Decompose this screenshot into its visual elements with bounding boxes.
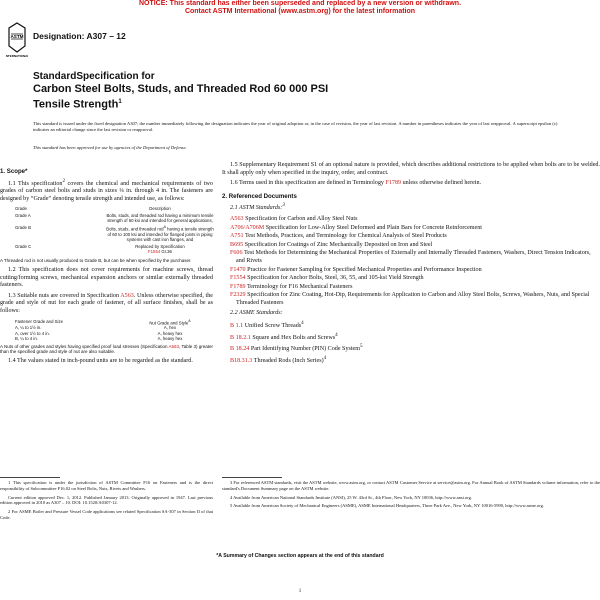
ref-link[interactable]: A751 [230, 233, 244, 240]
list-item: F2329 Specification for Zinc Coating, Hot-Dip, Requirements for Application to Carbon and Alloy Steel Bolts, Screws, Washers, Nuts, and Special Threaded Fasteners [230, 292, 590, 306]
page-number: 1 [298, 589, 302, 594]
link-a563[interactable]: A563 [120, 292, 134, 299]
astm-reference-list [222, 216, 600, 308]
table-row: Fastener Grade and Size Nut Grade and Style$^A$ [15, 318, 191, 326]
list-item: B 18.24 Part Identifying Number (PIN) Code System$^5$ [230, 343, 363, 353]
list-item: B 1.1 Unified Screw Threads$^4$ [230, 320, 304, 330]
title-line-2: Carbon Steel Bolts, Studs, and Threaded Rod 60 000 PSI [33, 83, 329, 95]
paragraph-1-2: 1.2 This specification does not cover requirements for machine screws, thread cutting/forming screws, mechanical expansion anchors or similar externally threaded fasteners. [0, 267, 213, 289]
description-header: Description [149, 206, 171, 212]
list-item: F1789 Terminology for F16 Mechanical Fasteners [230, 283, 353, 290]
astm-standards-label: 2.1 ASTM Standards:$^3$ [230, 202, 285, 212]
right-column [222, 162, 600, 367]
asme-reference-list [222, 320, 600, 366]
list-item: F606 Test Methods for Determining the Mechanical Properties of Externally and Internally Threaded Fasteners, Washers, Direct Tension Indicators, and Rivets [230, 250, 591, 264]
footnote-divider-right [222, 477, 282, 478]
list-item: F1554 Specification for Anchor Bolts, Steel, 36, 55, and 105-ksi Yield Strength [230, 275, 424, 282]
ref-link[interactable]: F1554 [230, 275, 246, 282]
ref-link[interactable]: F2329 [230, 292, 246, 299]
ref-link[interactable]: B18.31.3 [230, 358, 253, 365]
paragraph-1-3: 1.3 Suitable nuts are covered in Specification A563. Unless otherwise specified, the grade and style of nut for each grade of fastener, of all surface finishes, shall be as follows: [0, 292, 214, 315]
list-item: A563 Specification for Carbon and Alloy Steel Nuts [230, 216, 358, 222]
ref-link[interactable]: B 18.24 [230, 346, 250, 353]
dod-approval-note: This standard has been approved for use by agencies of the Department of Defense. [33, 145, 187, 150]
astm-logo-icon [6, 22, 28, 60]
title-line-3: Tensile Strength$^1$ [33, 98, 122, 111]
list-item: B18.31.3 Threaded Rods (Inch Series)$^4$ [230, 355, 327, 365]
scope-heading: 1. Scope* [0, 168, 28, 175]
paragraph-1-6: 1.6 Terms used in this specification are defined in Terminology F1789 unless otherwise defined herein. [230, 180, 482, 187]
list-item: B695 Specification for Coatings of Zinc Mechanically Deposited on Iron and Steel [230, 241, 433, 248]
left-column [0, 168, 213, 368]
grade-header: Grade [15, 206, 27, 212]
footnote: 5 Available from American Society of Mechanical Engineers (ASME), ASME International Headquarters, Three Park Ave., New York, NY 10016-5990, http://www.asme.org. [230, 503, 545, 509]
ref-link[interactable]: F606 [230, 250, 243, 257]
ref-link[interactable]: F1789 [230, 283, 246, 290]
table-row [15, 206, 215, 213]
footnote: Current edition approved Dec. 1, 2012. Published January 2013. Originally approved in 1947. Last previous edition approved in 2010 as A307 – 10. DOI: 10.1520/A0307-12. [0, 494, 213, 506]
table-row: B, ¼ to 4 in. A, heavy hex [15, 336, 183, 342]
list-item: B 18.2.1 Square and Hex Bolts and Screws$^4$ [230, 331, 338, 341]
footnote: 3 For referenced ASTM standards, visit the ASTM website, www.astm.org, or contact ASTM Customer Service at service@astm.org. For Annual Book of ASTM Standards volume information, refer to the standard's Document Summary page on the ASTM website. [222, 480, 600, 491]
table-row: Grade B Bolts, studs, and threaded rod$^A$ having a tensile strength of 60 to 100 ksi and intended for flanged joints in piping systems with cast iron flanges, and [15, 225, 214, 242]
grade-table-note: A Threaded rod is not usually produced to Grade B, but can be when specified by the purchaser. [0, 258, 192, 264]
svg-text:INTERNATIONAL: INTERNATIONAL [6, 54, 28, 58]
nut-table [15, 319, 215, 342]
ref-link[interactable]: A563 [230, 216, 244, 222]
designation: Designation: A307 – 12 [33, 31, 126, 41]
summary-of-changes-note: *A Summary of Changes section appears at the end of this standard [216, 553, 384, 559]
footnote: 4 Available from American National Standards Institute (ANSI), 25 W. 43rd St., 4th Floor, New York, NY 10036, http://www.ansi.org. [230, 494, 473, 500]
link-f1789[interactable]: F1789 [385, 180, 402, 187]
referenced-documents-heading: 2. Referenced Documents [222, 192, 297, 200]
table-row: Grade C Replaced by Specification F1554 Gr.36 [15, 243, 185, 254]
paragraph-1-4: 1.4 The values stated in inch-pound units are to be regarded as the standard. [8, 357, 193, 364]
ref-link[interactable]: B 18.2.1 [230, 334, 251, 341]
ref-link[interactable]: B 1.1 [230, 323, 244, 330]
table-row: A, ¼ to 1½ in. A, hex [15, 325, 177, 331]
paragraph-1-1: 1.1 This specification$^2$ covers the chemical and mechanical requirements of two grades of carbon steel bolts and studs in sizes ¼ in. through 4 in. The fasteners are designed by “Grade” denoting tensile strength and intended use, as follows: [0, 177, 213, 202]
table-row: A, over 1½ to 4 in. A, heavy hex [15, 330, 183, 336]
list-item: A706/A706M Specification for Low-Alloy Steel Deformed and Plain Bars for Concrete Reinforcement [230, 224, 482, 231]
title-line-1: StandardSpecification for [33, 71, 155, 82]
list-item: F1470 Practice for Fastener Sampling for Specified Mechanical Properties and Performance Inspection [230, 266, 482, 273]
footnotes-left [0, 480, 213, 524]
svg-text:ASTM: ASTM [10, 34, 24, 39]
list-item: A751 Test Methods, Practices, and Terminology for Chemical Analysis of Steel Products [230, 233, 447, 240]
footnote-divider-left [0, 477, 60, 478]
grade-table [15, 206, 215, 255]
issuance-note: This standard is issued under the fixed designation A307; the number immediately following the designation indicates the year of original adoption or, in the case of revision, the year of last revision. A number in parentheses indicates the year of last reapproval. A superscript epsilon (ε) indicates an editorial change since the last revision or reapproval. [33, 121, 558, 132]
asme-standards-label: 2.2 ASME Standards: [230, 309, 283, 316]
link-f1554[interactable]: F1554 [148, 248, 161, 254]
footnote: 1 This specification is under the jurisdiction of ASTM Committee F16 on Fasteners and is the direct responsibility of Subcommittee F16.02 on Steel Bolts, Nuts, Rivets and Washers. [0, 480, 213, 491]
footnote: 2 For ASME Boiler and Pressure Vessel Code applications see related Specification SA-307 in Section II of that Code. [0, 509, 213, 520]
ref-link[interactable]: A706/A706M [230, 224, 265, 231]
ref-link[interactable]: B695 [230, 241, 244, 248]
link-a563-note[interactable]: A563 [168, 343, 180, 349]
footnotes-right [222, 480, 600, 512]
notice-line-2: Contact ASTM International (www.astm.org) for the latest information [184, 8, 416, 15]
paragraph-1-5: 1.5 Supplementary Requirement S1 of an optional nature is provided, which describes additional restrictions to be applied when bolts are to be welded. It shall apply only when specified in the inquiry, order, and contract. [222, 162, 600, 176]
notice-line-1: NOTICE: This standard has either been superseded and replaced by a new version or withdrawn. [138, 0, 462, 7]
astm-logo [6, 22, 28, 60]
withdrawal-notice [0, 0, 600, 16]
table-row: Grade A Bolts, studs, and threaded rod having a minimum tensile strength of 60 ksi and intended for general applications, [15, 213, 214, 224]
standard-title [33, 71, 573, 111]
ref-link[interactable]: F1470 [230, 266, 246, 273]
nut-table-note: A Nuts of other grades and styles having specified proof load stresses (Specification A563, Table 3) greater than the specified grade and style of nut are also suitable. [0, 343, 214, 355]
